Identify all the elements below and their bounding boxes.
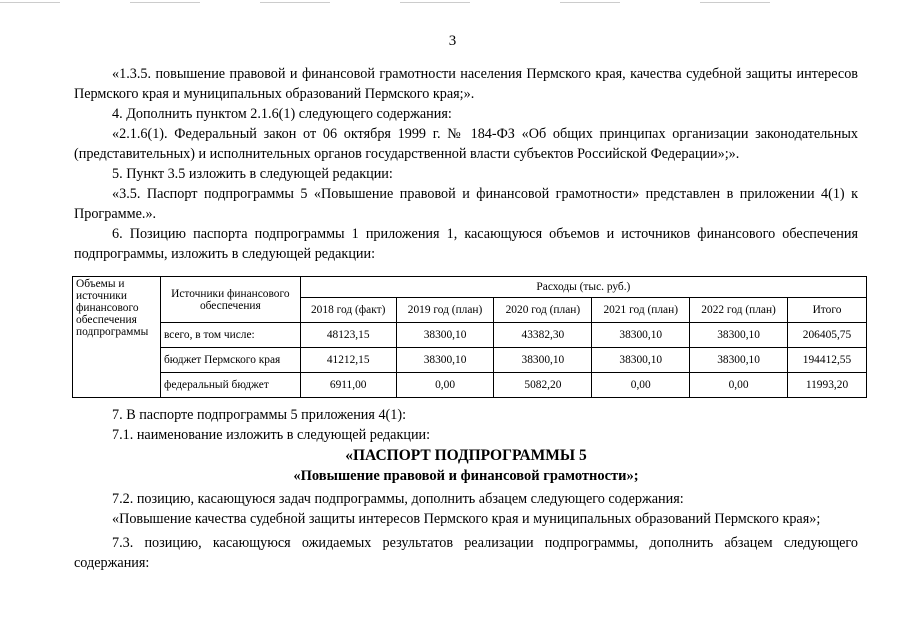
paragraph-3-5: «3.5. Паспорт подпрограммы 5 «Повышение правовой и финансовой грамотности» представлен в приложении 4(1) к Программе.». — [74, 186, 858, 222]
table-cell-source: бюджет Пермского края — [160, 348, 300, 373]
table-cell-source: федеральный бюджет — [160, 373, 300, 398]
paragraph-1-3-5: «1.3.5. повышение правовой и финансовой грамотности населения Пермского края, качества судебной защиты интересов Пермского края и муниципальных образований Пермского края;». — [74, 66, 858, 102]
table-header-year: 2021 год (план) — [592, 298, 690, 323]
table-cell: 48123,15 — [300, 323, 396, 348]
table-cell: 0,00 — [592, 373, 690, 398]
paragraph-7-3: 7.3. позицию, касающуюся ожидаемых результатов реализации подпрограммы, дополнить абзацем следующего содержания: — [74, 535, 858, 571]
paragraph-7-1: 7.1. наименование изложить в следующей редакции: — [112, 427, 431, 443]
financing-table — [72, 276, 867, 398]
table-header-expenses: Расходы (тыс. руб.) — [300, 277, 866, 298]
table-cell: 0,00 — [396, 373, 494, 398]
table-cell: 38300,10 — [592, 348, 690, 373]
table-cell: 0,00 — [690, 373, 788, 398]
table-row — [73, 323, 867, 348]
table-cell: 43382,30 — [494, 323, 592, 348]
table-cell: 206405,75 — [788, 323, 867, 348]
paragraph-2-1-6: «2.1.6(1). Федеральный закон от 06 октября 1999 г. № 184-ФЗ «Об общих принципах организации законодательных (представительных) и исполнительных органов государственной власти субъектов Российской Федерации»;». — [74, 126, 858, 162]
table-cell: 38300,10 — [690, 348, 788, 373]
passport-heading: «ПАСПОРТ ПОДПРОГРАММЫ 5 — [345, 447, 587, 464]
table-header-year: 2020 год (план) — [494, 298, 592, 323]
table-cell: 194412,55 — [788, 348, 867, 373]
table-header-row — [73, 277, 867, 298]
table-header-sources: Источники финансового обеспечения — [160, 277, 300, 323]
table-header-year: 2019 год (план) — [396, 298, 494, 323]
table-cell-source: всего, в том числе: — [160, 323, 300, 348]
table-header-year: 2018 год (факт) — [300, 298, 396, 323]
top-text-block — [74, 64, 858, 264]
paragraph-7-2-quote: «Повышение качества судебной защиты интересов Пермского края и муниципальных образований Пермского края»; — [112, 511, 821, 527]
table-cell: 41212,15 — [300, 348, 396, 373]
paragraph-7: 7. В паспорте подпрограммы 5 приложения 4(1): — [112, 407, 407, 423]
table-header-year: 2022 год (план) — [690, 298, 788, 323]
table-cell: 38300,10 — [494, 348, 592, 373]
table-cell: 5082,20 — [494, 373, 592, 398]
table-header-volumes: Объемы и источники финансового обеспечения подпрограммы — [73, 277, 161, 398]
table-cell: 38300,10 — [690, 323, 788, 348]
table-row — [73, 373, 867, 398]
bottom-text-block — [74, 405, 858, 573]
paragraph-4: 4. Дополнить пунктом 2.1.6(1) следующего содержания: — [112, 106, 452, 122]
paragraph-7-2: 7.2. позицию, касающуюся задач подпрограммы, дополнить абзацем следующего содержания: — [112, 491, 684, 507]
table-cell: 38300,10 — [592, 323, 690, 348]
passport-subheading: «Повышение правовой и финансовой грамотности»; — [293, 468, 639, 484]
table-cell: 38300,10 — [396, 348, 494, 373]
page-number: 3 — [448, 33, 457, 49]
paragraph-5: 5. Пункт 3.5 изложить в следующей редакции: — [112, 166, 393, 182]
table-row — [73, 348, 867, 373]
scan-edge-line — [0, 2, 905, 3]
table-header-total: Итого — [788, 298, 867, 323]
paragraph-6: 6. Позицию паспорта подпрограммы 1 приложения 1, касающуюся объемов и источников финансового обеспечения подпрограммы, изложить в следующей редакции: — [74, 226, 858, 262]
table-cell: 6911,00 — [300, 373, 396, 398]
table-cell: 38300,10 — [396, 323, 494, 348]
table-cell: 11993,20 — [788, 373, 867, 398]
